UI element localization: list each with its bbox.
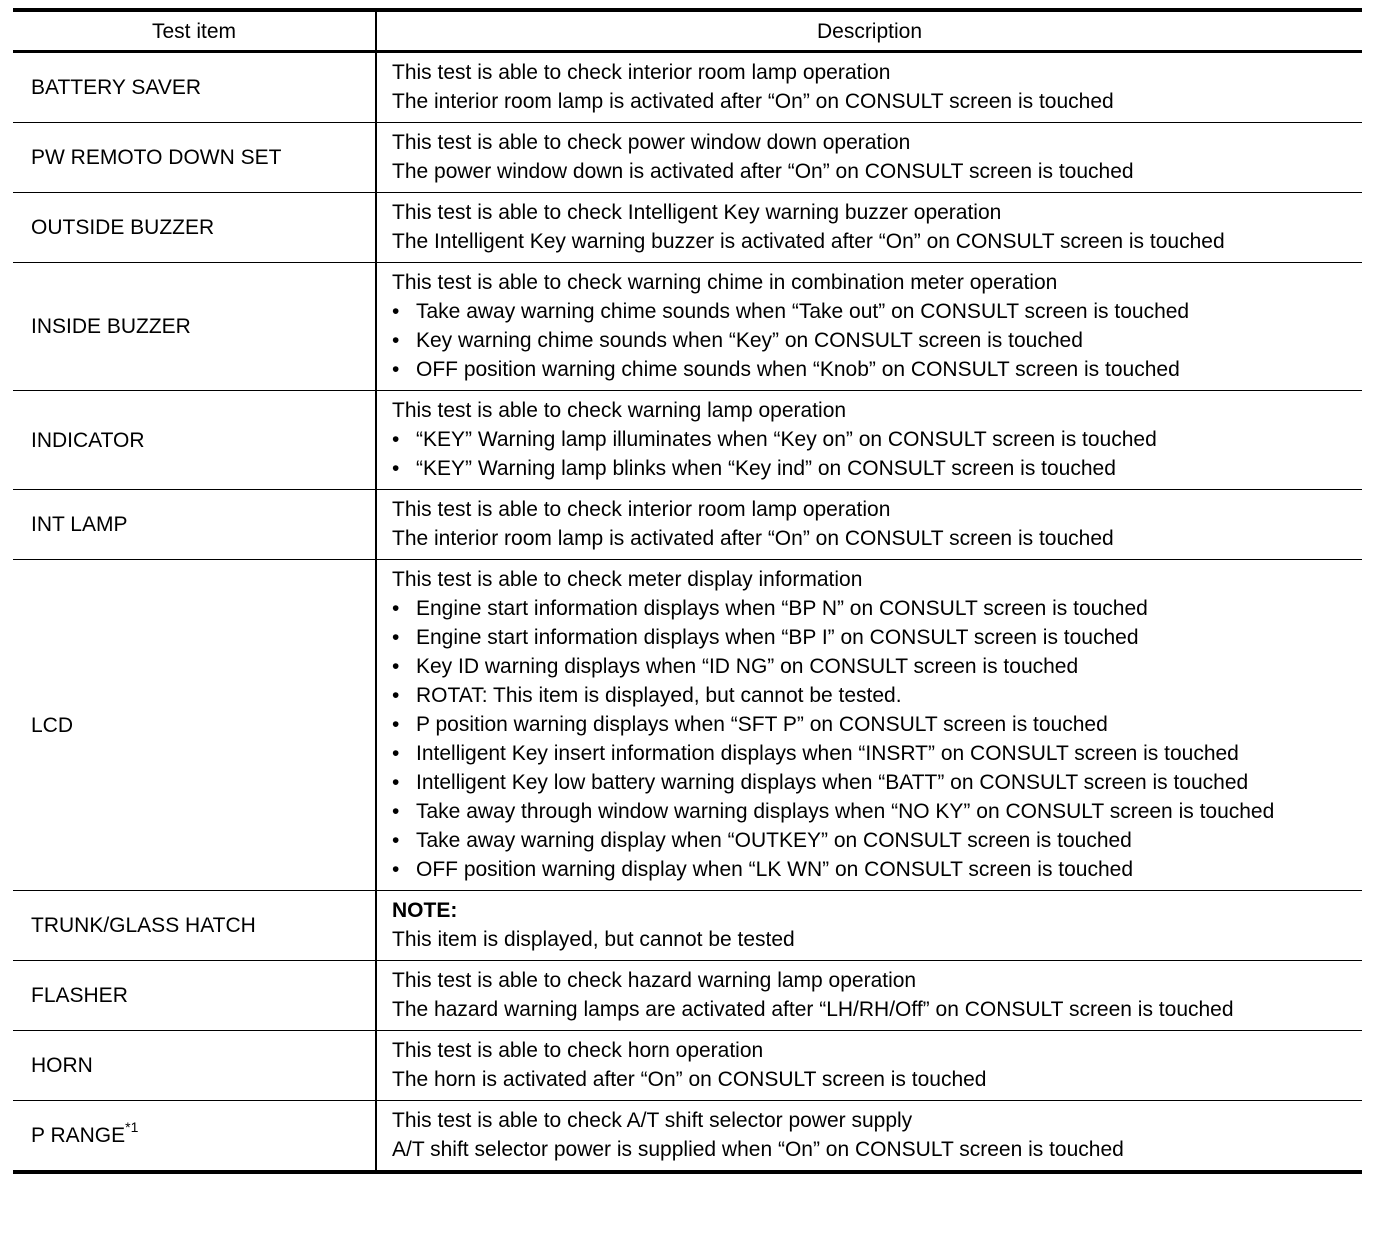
bullet-icon: • bbox=[392, 713, 400, 736]
test-item-cell bbox=[13, 263, 376, 391]
header-test-item: Test item bbox=[13, 10, 376, 52]
test-item-label: INSIDE BUZZER bbox=[31, 315, 191, 338]
test-item-label: TRUNK/GLASS HATCH bbox=[31, 914, 256, 937]
table-row bbox=[13, 391, 1362, 490]
bullet-item bbox=[392, 710, 1362, 739]
bullet-icon: • bbox=[392, 428, 400, 451]
description-line: This test is able to check interior room lamp operation bbox=[392, 61, 891, 84]
bullet-item bbox=[392, 355, 1362, 384]
description-line: The Intelligent Key warning buzzer is activated after “On” on CONSULT screen is touched bbox=[392, 230, 1225, 253]
description-line: The interior room lamp is activated after “On” on CONSULT screen is touched bbox=[392, 527, 1114, 550]
table-header-row bbox=[13, 10, 1362, 52]
test-item-cell bbox=[13, 1031, 376, 1101]
test-item-label: BATTERY SAVER bbox=[31, 76, 201, 99]
test-item-label: INT LAMP bbox=[31, 513, 128, 536]
bullet-icon: • bbox=[392, 771, 400, 794]
test-item-label: LCD bbox=[31, 713, 74, 737]
bullet-text: “KEY” Warning lamp blinks when “Key ind” on CONSULT screen is touched bbox=[416, 457, 1116, 480]
description-line: This test is able to check warning chime in combination meter operation bbox=[392, 271, 1058, 294]
bullet-icon: • bbox=[392, 684, 400, 707]
bullet-text: P position warning displays when “SFT P” on CONSULT screen is touched bbox=[416, 713, 1108, 736]
table-row bbox=[13, 52, 1362, 123]
description-line: This test is able to check meter display information bbox=[392, 568, 863, 591]
description-cell bbox=[376, 263, 1362, 391]
bullet-icon: • bbox=[392, 800, 400, 823]
test-item-cell bbox=[13, 891, 376, 961]
description-cell bbox=[376, 391, 1362, 490]
description-line: The horn is activated after “On” on CONSULT screen is touched bbox=[392, 1068, 987, 1091]
table-row bbox=[13, 1031, 1362, 1101]
bullet-text: OFF position warning chime sounds when “Knob” on CONSULT screen is touched bbox=[416, 358, 1180, 381]
description-line: This test is able to check warning lamp operation bbox=[392, 399, 847, 422]
bullet-icon: • bbox=[392, 457, 400, 480]
description-line: This test is able to check interior room lamp operation bbox=[392, 498, 891, 521]
bullet-icon: • bbox=[392, 829, 400, 852]
bullet-icon: • bbox=[392, 300, 400, 323]
description-cell bbox=[376, 560, 1362, 891]
table-row bbox=[13, 891, 1362, 961]
description-line: This test is able to check Intelligent Key warning buzzer operation bbox=[392, 201, 1002, 224]
table-row bbox=[13, 961, 1362, 1031]
bullet-icon: • bbox=[392, 742, 400, 765]
test-item-cell bbox=[13, 560, 376, 891]
description-line: The hazard warning lamps are activated after “LH/RH/Off” on CONSULT screen is touched bbox=[392, 998, 1234, 1021]
bullet-icon: • bbox=[392, 597, 400, 620]
bullet-icon: • bbox=[392, 655, 400, 678]
test-item-cell bbox=[13, 961, 376, 1031]
description-cell bbox=[376, 891, 1362, 961]
test-item-label: INDICATOR bbox=[31, 428, 145, 452]
bullet-text: Take away warning display when “OUTKEY” on CONSULT screen is touched bbox=[416, 829, 1132, 852]
bullet-text: Key warning chime sounds when “Key” on CONSULT screen is touched bbox=[416, 329, 1083, 352]
bullet-text: OFF position warning display when “LK WN” on CONSULT screen is touched bbox=[416, 858, 1134, 881]
test-item-table bbox=[13, 8, 1362, 1174]
bullet-item bbox=[392, 297, 1362, 326]
description-cell bbox=[376, 193, 1362, 263]
bullet-icon: • bbox=[392, 329, 400, 352]
description-cell bbox=[376, 1031, 1362, 1101]
bullet-text: Take away through window warning displays when “NO KY” on CONSULT screen is touched bbox=[416, 800, 1275, 823]
bullet-icon: • bbox=[392, 626, 400, 649]
bullet-item bbox=[392, 739, 1362, 768]
bullet-item bbox=[392, 826, 1362, 855]
bullet-item bbox=[392, 681, 1362, 710]
note-label: NOTE: bbox=[392, 899, 458, 922]
table-row bbox=[13, 193, 1362, 263]
test-item-cell bbox=[13, 52, 376, 123]
bullet-item bbox=[392, 454, 1362, 483]
description-line: A/T shift selector power is supplied when “On” on CONSULT screen is touched bbox=[392, 1138, 1124, 1161]
table-row bbox=[13, 1101, 1362, 1173]
table-row bbox=[13, 123, 1362, 193]
test-item-cell bbox=[13, 123, 376, 193]
test-item-cell bbox=[13, 1101, 376, 1173]
table-row bbox=[13, 560, 1362, 891]
table-row bbox=[13, 490, 1362, 560]
bullet-item bbox=[392, 326, 1362, 355]
test-item-label: HORN bbox=[31, 1054, 93, 1077]
bullet-icon: • bbox=[392, 858, 400, 881]
description-cell bbox=[376, 1101, 1362, 1173]
test-item-cell bbox=[13, 490, 376, 560]
bullet-item bbox=[392, 594, 1362, 623]
description-line: This test is able to check horn operation bbox=[392, 1039, 764, 1062]
table-row bbox=[13, 263, 1362, 391]
description-line: The interior room lamp is activated after “On” on CONSULT screen is touched bbox=[392, 90, 1114, 113]
bullet-text: Engine start information displays when “BP N” on CONSULT screen is touched bbox=[416, 597, 1148, 620]
bullet-text: Engine start information displays when “BP I” on CONSULT screen is touched bbox=[416, 626, 1139, 649]
table-body bbox=[13, 52, 1362, 1173]
test-item-cell bbox=[13, 391, 376, 490]
test-item-label: PW REMOTO DOWN SET bbox=[31, 146, 282, 169]
bullet-text: Key ID warning displays when “ID NG” on CONSULT screen is touched bbox=[416, 655, 1079, 678]
bullet-item bbox=[392, 855, 1362, 884]
bullet-text: “KEY” Warning lamp illuminates when “Key on” on CONSULT screen is touched bbox=[416, 428, 1157, 451]
bullet-item bbox=[392, 425, 1362, 454]
bullet-item bbox=[392, 768, 1362, 797]
header-description: Description bbox=[376, 10, 1362, 52]
bullet-text: Take away warning chime sounds when “Take out” on CONSULT screen is touched bbox=[416, 300, 1190, 323]
bullet-item bbox=[392, 623, 1362, 652]
description-line: This test is able to check A/T shift selector power supply bbox=[392, 1109, 913, 1132]
description-line: The power window down is activated after “On” on CONSULT screen is touched bbox=[392, 160, 1134, 183]
bullet-text: Intelligent Key low battery warning displays when “BATT” on CONSULT screen is touched bbox=[416, 771, 1249, 794]
footnote-marker: *1 bbox=[125, 1119, 139, 1135]
description-line: This test is able to check power window down operation bbox=[392, 131, 911, 154]
description-line: This item is displayed, but cannot be tested bbox=[392, 928, 795, 951]
bullet-text: ROTAT: This item is displayed, but cannot be tested. bbox=[416, 684, 902, 707]
description-line: This test is able to check hazard warning lamp operation bbox=[392, 969, 917, 992]
description-cell bbox=[376, 961, 1362, 1031]
description-cell bbox=[376, 123, 1362, 193]
test-item-cell bbox=[13, 193, 376, 263]
bullet-item bbox=[392, 797, 1362, 826]
test-item-label: P RANGE bbox=[31, 1124, 126, 1147]
description-cell bbox=[376, 490, 1362, 560]
bullet-icon: • bbox=[392, 358, 400, 381]
bullet-item bbox=[392, 652, 1362, 681]
bullet-text: Intelligent Key insert information displays when “INSRT” on CONSULT screen is touched bbox=[416, 742, 1239, 765]
test-item-label: OUTSIDE BUZZER bbox=[31, 216, 215, 239]
test-item-label: FLASHER bbox=[31, 984, 128, 1007]
description-cell bbox=[376, 52, 1362, 123]
